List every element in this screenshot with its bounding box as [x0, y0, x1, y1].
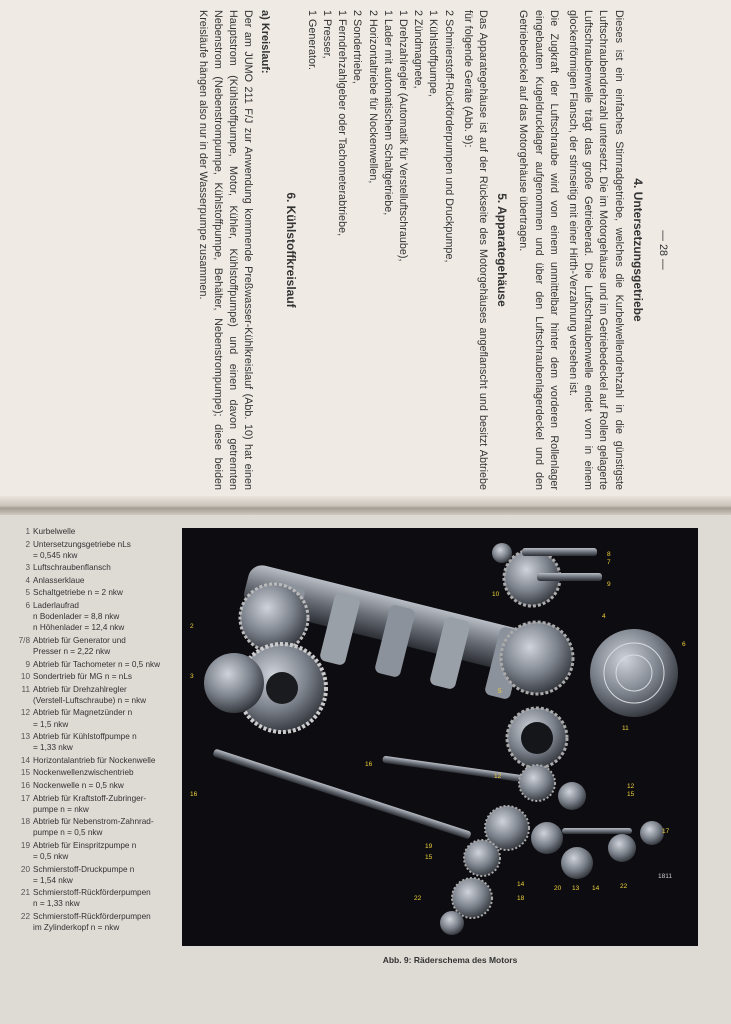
legend-line: = 1,5 nkw	[33, 719, 69, 729]
legend-text	[33, 526, 176, 537]
figure-caption: Abb. 9: Räderschema des Motors	[382, 955, 518, 965]
legend-line: (Verstell-Luftschraube) n = nkw	[33, 695, 147, 705]
device-item: 1 Kühlstoffpumpe,	[427, 10, 440, 97]
legend-text	[33, 731, 176, 753]
legend-item	[6, 684, 176, 706]
legend-item	[6, 600, 176, 633]
callout-18: 18	[517, 895, 525, 902]
legend-item	[6, 864, 176, 886]
legend-line: Abtrieb für Einspritzpumpe n	[33, 840, 137, 850]
legend-number: 2	[25, 539, 30, 549]
legend-text	[33, 707, 176, 729]
legend-number: 19	[20, 840, 30, 850]
legend-number: 18	[20, 817, 30, 827]
legend-text	[33, 780, 176, 791]
legend-line: Schmierstoff-Rückförderpumpen	[33, 912, 151, 921]
callout-22b: 22	[414, 895, 422, 902]
legend-number: 3	[25, 563, 30, 573]
device-item: 2 Schmierstoff-Rückförderpumpen und Druckpumpe,	[442, 10, 455, 263]
callout-16a: 16	[365, 761, 373, 768]
legend-line: Untersetzungsgetriebe nLs	[33, 539, 131, 549]
callout-22: 22	[620, 883, 628, 890]
legend-number: 21	[20, 888, 30, 898]
legend-text	[33, 600, 176, 633]
page-number: — 28 —	[657, 230, 669, 270]
legend-text	[33, 539, 176, 561]
legend-line: = 0,545 nkw	[33, 550, 78, 560]
callout-9: 9	[607, 581, 611, 588]
legend-text	[33, 587, 176, 598]
callout-4: 4	[602, 613, 606, 620]
device-item: 1 Lader mit automatischem Schaltgetriebe,	[381, 10, 394, 216]
legend-line: Schmierstoff-Druckpumpe n	[33, 864, 135, 874]
legend-line: = 1,33 nkw	[33, 743, 73, 753]
figure-legend	[6, 526, 176, 935]
legend-text	[33, 767, 176, 778]
callout-15b: 15	[425, 854, 433, 861]
section-4-heading: 4. Untersetzungsgetriebe	[630, 178, 645, 322]
legend-item	[6, 780, 176, 791]
callout-12: 12	[627, 783, 635, 790]
legend-line: n Bodenlader = 8,8 nkw	[33, 612, 120, 622]
legend-line: Abtrieb für Generator und	[33, 635, 126, 645]
legend-line: Kurbelwelle	[33, 527, 76, 536]
legend-item	[6, 816, 176, 838]
legend-line: Nockenwelle n = 0,5 nkw	[33, 780, 124, 790]
legend-text	[33, 684, 176, 706]
device-item: 1 Ferndrehzahlgeber oder Tachometerabtriebe,	[336, 10, 349, 237]
legend-line: Abtrieb für Tachometer n = 0,5 nkw	[33, 659, 161, 669]
legend-item	[6, 887, 176, 909]
legend-text	[33, 755, 176, 766]
section-6-heading: 6. Kühlstoffkreislauf	[283, 192, 298, 308]
legend-item	[6, 707, 176, 729]
legend-number: 9	[25, 659, 30, 669]
legend-number: 20	[20, 864, 30, 874]
legend-text	[33, 816, 176, 838]
legend-item	[6, 671, 176, 682]
legend-item	[6, 840, 176, 862]
legend-item	[6, 575, 176, 586]
gear-diagram-photo	[182, 528, 698, 946]
upper-page	[0, 0, 731, 500]
legend-text	[33, 562, 176, 573]
legend-number: 13	[20, 732, 30, 742]
legend-line: Presser n = 2,22 nkw	[33, 646, 111, 656]
callout-17: 17	[662, 828, 670, 835]
legend-line: n Höhenlader = 12,4 nkw	[33, 623, 125, 633]
section-5-intro: Das Apparategehäuse ist auf der Rückseite des Motorgehäuses angeflanscht und besitzt Abtriebe für folgende Geräte (Abb. 9):	[461, 10, 489, 490]
section-4-paragraph: Die Zugkraft der Luftschraube wird von einem unmittelbar hinter dem vorderen Rollenlager eingebauten Kugeldrucklager aufgenommen und über den Luftschraubenlagerdeckel und den Getriebedeckel auf das Motorgehäuse übertragen.	[517, 10, 560, 490]
legend-line: Sondertrieb für MG n = nLs	[33, 672, 132, 682]
legend-line: Nockenwellenzwischentrieb	[33, 768, 134, 778]
device-item: 1 Drehzahlregler (Automatik für Verstelluftschraube),	[396, 10, 409, 262]
callout-20: 20	[554, 885, 562, 892]
legend-text	[33, 635, 176, 657]
legend-item	[6, 635, 176, 657]
legend-number: 17	[20, 793, 30, 803]
legend-number: 6	[25, 601, 30, 611]
accessory-gears-shape	[492, 543, 602, 606]
legend-number: 11	[21, 684, 30, 694]
callout-14b: 14	[592, 885, 600, 892]
device-item: 2 Horizontaltriebe für Nockenwellen,	[366, 10, 379, 184]
rotated-text-area	[60, 0, 680, 500]
legend-item	[6, 659, 176, 670]
callout-3: 3	[190, 673, 194, 680]
legend-line: = 0,5 nkw	[33, 852, 69, 862]
legend-line: Abtrieb für Magnetzünder n	[33, 708, 133, 718]
legend-text	[33, 911, 176, 933]
legend-number: 16	[20, 780, 30, 790]
legend-line: = 1,54 nkw	[33, 875, 73, 885]
legend-number: 5	[25, 588, 30, 598]
callout-16b: 16	[190, 791, 198, 798]
legend-line: Abtrieb für Drehzahlregler	[33, 684, 127, 694]
callout-11: 11	[622, 725, 629, 732]
legend-text	[33, 864, 176, 886]
supercharger-impeller-shape	[501, 622, 678, 768]
legend-number: 15	[20, 768, 30, 778]
legend-item	[6, 587, 176, 598]
rotated-page-text	[70, 10, 670, 490]
legend-line: im Zylinderkopf n = nkw	[33, 923, 120, 933]
callout-8: 8	[607, 551, 611, 558]
legend-line: n = 1,33 nkw	[33, 899, 80, 909]
callout-14: 14	[517, 881, 525, 888]
legend-item	[6, 767, 176, 778]
legend-text	[33, 887, 176, 909]
legend-line: Laderlaufrad	[33, 601, 79, 611]
legend-text	[33, 793, 176, 815]
legend-number: 14	[20, 755, 30, 765]
callout-10: 10	[492, 591, 500, 598]
legend-item	[6, 731, 176, 753]
legend-line: Schaltgetriebe n = 2 nkw	[33, 588, 123, 598]
legend-text	[33, 659, 176, 670]
legend-item	[6, 526, 176, 537]
section-6-subheading: a) Kreislauf:	[259, 10, 272, 74]
device-item: 2 Sondertriebe,	[351, 10, 364, 84]
section-4-paragraph: Dieses ist ein einfaches Stirnradgetriebe, welches die Kurbelwellendrehzahl in die günstigste Luftschraubendrehzahl untersetzt. Die im Motorgehäuse und im Getriebedeckel auf Rollen gelagerte Luftschraubenwelle trägt das große Getrieberad. Die Luftschraubenwelle endet vorn in einem glockenförmigen Flansch, der stirnseitig mit einer Hirth-Verzahnung versehen ist.	[566, 10, 625, 490]
legend-line: Abtrieb für Kühlstoffpumpe n	[33, 732, 137, 742]
section-6-paragraph: Der am JUMO 211 F/J zur Anwendung kommende Preßwasser-Kühlkreislauf (Abb. 10) hat einen Hauptstrom (Kühlstoffpumpe, Motor, Kühler, Kühlstoffpumpe) und einen davon getrennten Nebenstrom (Nebenstrompumpe, Kühlstoffpumpe, Behälter, Nebenstrompumpe); diese beiden Kreisläufe hängen also nur in der Wasserpumpe zusammen.	[196, 10, 255, 490]
legend-item	[6, 539, 176, 561]
device-list	[304, 10, 456, 490]
legend-line: Horizontalantrieb für Nockenwelle	[33, 755, 156, 765]
legend-number: 1	[25, 527, 30, 536]
legend-number: 10	[20, 672, 30, 682]
callout-6: 6	[682, 641, 686, 648]
legend-line: Abtrieb für Kraftstoff-Zubringer-	[33, 793, 147, 803]
legend-line: pumpe n = 0,5 nkw	[33, 828, 103, 838]
callout-19: 19	[425, 843, 433, 850]
legend-item	[6, 793, 176, 815]
legend-number: 4	[25, 575, 30, 585]
legend-text	[33, 575, 176, 586]
legend-line: Anlasserklaue	[33, 575, 85, 585]
legend-text	[33, 671, 176, 682]
gear-train-illustration	[182, 528, 698, 946]
device-item: 2 Zündmagnete,	[412, 10, 425, 89]
section-5-heading: 5. Apparategehäuse	[495, 193, 510, 307]
callout-12b: 12	[494, 773, 502, 780]
device-item: 1 Generator.	[305, 10, 318, 71]
legend-line: Abtrieb für Nebenstrom-Zahnrad-	[33, 817, 154, 827]
legend-line: pumpe n = nkw	[33, 804, 89, 814]
callout-15: 15	[627, 791, 635, 798]
legend-item	[6, 911, 176, 933]
callout-5: 5	[498, 688, 502, 695]
callout-2: 2	[190, 623, 194, 630]
legend-item	[6, 562, 176, 573]
plate-number: 1811	[658, 873, 672, 880]
legend-line: Luftschraubenflansch	[33, 563, 111, 573]
legend-number: 7/8	[18, 635, 30, 645]
legend-number: 22	[20, 912, 30, 921]
callout-13: 13	[572, 885, 580, 892]
legend-line: Schmierstoff-Rückförderpumpen	[33, 888, 151, 898]
legend-text	[33, 840, 176, 862]
callout-7: 7	[607, 559, 611, 566]
device-item: 1 Presser,	[320, 10, 333, 59]
legend-item	[6, 755, 176, 766]
legend-number: 12	[20, 708, 30, 718]
